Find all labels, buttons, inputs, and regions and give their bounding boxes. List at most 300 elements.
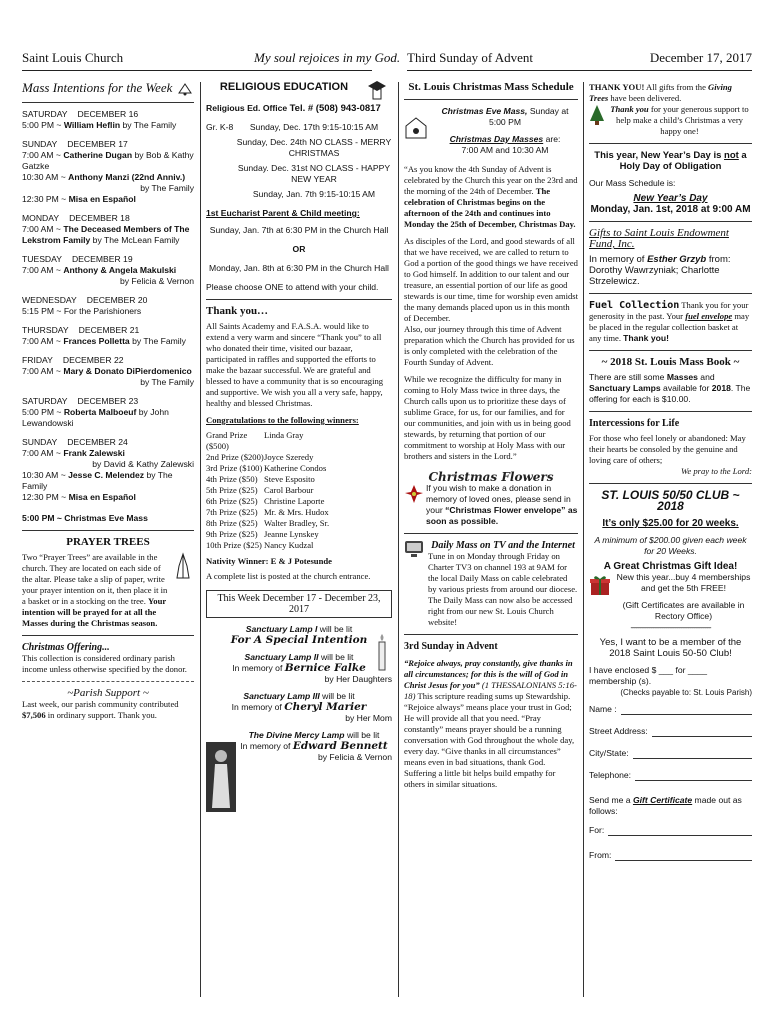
prize-row bbox=[206, 507, 392, 518]
endowment-from: from: bbox=[706, 254, 731, 265]
intentions-list bbox=[22, 109, 194, 503]
intention-day bbox=[22, 355, 194, 388]
thank-you-label: THANK YOU! bbox=[589, 82, 645, 92]
intention-entry bbox=[22, 470, 194, 492]
prize-label: 6th Prize ($25) bbox=[206, 496, 258, 506]
religious-ed-phone: Tel. # (508) 943-0817 bbox=[289, 103, 381, 114]
day-are: are: bbox=[543, 134, 561, 144]
street-label: Street Address: bbox=[589, 726, 648, 736]
intention-day bbox=[22, 139, 194, 205]
day-date: DECEMBER 17 bbox=[67, 139, 128, 150]
parish-support-lead: Last week, our parish community contributed bbox=[22, 699, 179, 710]
scripture-quote: “Rejoice always, pray constantly, give thanks in all circumstances; for this is the will of God in Christ Jesus for you” bbox=[404, 658, 573, 690]
club-gift-section bbox=[589, 572, 752, 622]
lamp-will: will be lit bbox=[318, 652, 354, 662]
prayer-trees-text: Two “Prayer Trees” are available in the church. They are located on each side of the altar. Please take a slip of paper, write your prayer intention on it, then place it in a basket or in a stocking on the tree. bbox=[22, 552, 168, 607]
intention-name: Jesse C. Melendez bbox=[68, 470, 145, 481]
gifts-text-2: have been delivered. bbox=[608, 93, 682, 103]
column-divider bbox=[200, 82, 201, 997]
intention-name: Anthony Manzi (22nd Anniv.) bbox=[68, 172, 186, 183]
mass-book-masses: Masses bbox=[666, 372, 698, 382]
mass-book-and: and bbox=[697, 372, 715, 382]
schedule-para-1: “As you know the 4th Sunday of Advent is celebrated by the Church this year on the 23rd and the morning of the 24th of December. bbox=[404, 164, 578, 196]
third-sunday-text bbox=[404, 658, 578, 790]
intention-entry bbox=[22, 366, 194, 377]
mass-book-year: 2018 bbox=[711, 383, 731, 393]
complete-list-note: A complete list is posted at the church entrance. bbox=[206, 571, 371, 581]
for-line[interactable] bbox=[608, 825, 752, 836]
day-date: DECEMBER 20 bbox=[86, 295, 148, 306]
intention-by: by The Family bbox=[120, 120, 177, 131]
bulletin-date: December 17, 2017 bbox=[649, 50, 752, 65]
new-year-notice bbox=[589, 150, 752, 172]
thank-you-title: Thank you… bbox=[206, 305, 269, 317]
candle-icon bbox=[374, 632, 390, 672]
parish-support-text bbox=[22, 699, 194, 721]
endowment-title: Gifts to Saint Louis Endowment Fund, Inc. bbox=[589, 227, 729, 250]
day-name: TUESDAY bbox=[22, 254, 62, 265]
giving-trees: Giving Trees bbox=[589, 82, 732, 103]
prize-row bbox=[206, 540, 392, 551]
lamp-will: will be lit bbox=[344, 730, 380, 740]
christmas-offering-title: Christmas Offering... bbox=[22, 642, 110, 654]
phone-field[interactable] bbox=[589, 770, 752, 781]
name-line[interactable] bbox=[621, 704, 752, 715]
intention-time: 7:00 AM ~ bbox=[22, 224, 64, 235]
header-rule-left bbox=[22, 70, 372, 71]
praying-hands-icon bbox=[172, 552, 194, 580]
grade-range: Gr. K-8 bbox=[206, 122, 234, 132]
nativity-icon bbox=[404, 116, 428, 140]
prize-label: 5th Prize ($25) bbox=[206, 485, 258, 495]
poinsettia-icon bbox=[404, 483, 424, 505]
schedule-line: Sunday, Jan. 7th 9:15-10:15 AM bbox=[252, 189, 376, 199]
mass-book-text bbox=[589, 372, 752, 405]
fuel-text-2: may be placed in the regular collection basket at any time. bbox=[589, 311, 750, 343]
for-field[interactable] bbox=[589, 825, 752, 836]
intention-name: Roberta Malboeuf bbox=[63, 407, 137, 418]
tv-icon bbox=[404, 540, 424, 558]
winners-title: Congratulations to the following winners: bbox=[206, 415, 359, 425]
church-name: Saint Louis Church bbox=[22, 50, 124, 65]
intention-time: 5:00 PM ~ bbox=[22, 407, 64, 418]
lamp-memory-name: For A Special Intention bbox=[230, 634, 368, 646]
lamp-will: will be lit bbox=[317, 624, 353, 634]
from-label: From: bbox=[589, 850, 612, 860]
day-time: 7:00 AM and 10:30 AM bbox=[461, 145, 549, 155]
intention-entry bbox=[22, 306, 194, 317]
prize-label: 8th Prize ($25) bbox=[206, 518, 258, 528]
endowment-memory: In memory of bbox=[589, 254, 648, 265]
intention-entry bbox=[22, 492, 194, 503]
intention-day-header bbox=[22, 437, 194, 448]
intention-name: Mary & Donato DiPierdomenico bbox=[63, 366, 192, 377]
lamp-memory bbox=[206, 663, 392, 674]
divider bbox=[589, 350, 752, 351]
lamp-prefix: In memory of bbox=[231, 702, 285, 712]
intention-day-header bbox=[22, 396, 194, 407]
divider bbox=[206, 299, 392, 300]
intention-by: by David & Kathy Zalewski bbox=[92, 459, 194, 470]
new-year-line: This year, New Year’s Day is bbox=[594, 150, 725, 161]
intention-by: by The Family bbox=[140, 377, 194, 388]
christmas-eve-mass: 5:00 PM ~ Christmas Eve Mass bbox=[22, 513, 148, 524]
day-name: SATURDAY bbox=[22, 396, 68, 407]
intention-day bbox=[22, 109, 194, 131]
gifts-sub-section bbox=[589, 104, 752, 137]
intention-entry bbox=[22, 172, 194, 183]
daily-mass-tv-text: Tune in on Monday through Friday on Charter TV3 on channel 193 at 9AM for the local Daily Mass on cable celebrated by various priests from around our diocese. The Daily Mass can now also be accessed right from our new St. Louis Church website! bbox=[428, 551, 578, 627]
fuel-envelope: fuel envelope bbox=[685, 311, 733, 321]
schedule-line: Sunday, Dec. 24th NO CLASS - MERRY CHRISTMAS bbox=[236, 137, 392, 158]
divider bbox=[404, 634, 578, 635]
divider bbox=[404, 99, 578, 100]
intention-time: 12:30 PM ~ bbox=[22, 194, 69, 205]
christmas-flowers-title: Christmas Flowers bbox=[428, 470, 554, 484]
christmas-flowers-section bbox=[404, 483, 578, 527]
lamp-title: Sanctuary Lamp III bbox=[243, 691, 320, 701]
parish-support-title: ~Parish Support ~ bbox=[67, 687, 149, 700]
day-name: SATURDAY bbox=[22, 109, 68, 120]
prize-row bbox=[206, 474, 392, 485]
intention-entry bbox=[22, 265, 194, 276]
day-date: DECEMBER 19 bbox=[71, 254, 133, 265]
intention-day bbox=[22, 325, 194, 347]
flowers-envelope: “Christmas Flower envelope” bbox=[445, 505, 566, 515]
prize-row bbox=[206, 430, 392, 452]
thanks-sub-text: for your generous support to help make a child’s Christmas a very happy one! bbox=[616, 104, 749, 136]
prize-winner: Nancy Kudzal bbox=[264, 540, 314, 550]
fuel-collection bbox=[589, 300, 752, 344]
divider bbox=[589, 143, 752, 144]
send-text: Send me a bbox=[589, 795, 633, 805]
intention-name: William Heflin bbox=[63, 120, 121, 131]
mass-book-offering: . The offering for each is $10.00. bbox=[589, 383, 751, 404]
stewardship-text: This scripture reading sums up Stewardship. “Rejoice always” means place your trust in God; He will provide all that you need. “Pray constantly” means prayer should be a running conversation with God throughout the whole day, every day. “Give thanks in all circumstances” means even in bad situations, thank God. Suffering a little bit helps build empathy for others in similar situations. bbox=[404, 691, 575, 789]
intention-name: Misa en Español bbox=[68, 492, 136, 503]
prayer-trees-title: PRAYER TREES bbox=[66, 536, 150, 549]
name-field[interactable] bbox=[589, 704, 752, 715]
day-date: DECEMBER 18 bbox=[69, 213, 130, 224]
intention-entry bbox=[22, 120, 194, 131]
prize-winner: Carol Barbour bbox=[264, 485, 314, 495]
intention-by: by Felicia & Vernon bbox=[119, 276, 194, 287]
club-dashes: ------------------------------------------- bbox=[630, 622, 711, 632]
eve-label: Christmas Eve Mass, bbox=[441, 106, 528, 116]
schedule-para-2: As disciples of the Lord, and good stewards of all that we have received, we are called to return to God a portion of the good things we have received to God himself. In addition to our talent and our treasure, an essential portion of our life as good stewards is our time, time for worship even amidst the many demands placed upon us in this month of December. bbox=[404, 236, 578, 323]
lamp-by: by Her Mom bbox=[345, 713, 392, 723]
schedule-lines bbox=[236, 122, 392, 204]
prize-label: 3rd Prize ($100) bbox=[206, 463, 263, 473]
lamps-section bbox=[206, 624, 392, 763]
day-name: WEDNESDAY bbox=[22, 295, 77, 306]
intention-time: 10:30 AM ~ bbox=[22, 172, 69, 183]
christmas-schedule-column bbox=[404, 82, 578, 790]
third-sunday-title: 3rd Sunday in Advent bbox=[404, 641, 498, 652]
intention-time: 7:00 AM ~ bbox=[22, 150, 64, 161]
intention-name: Anthony & Angela Makulski bbox=[63, 265, 177, 276]
club-enclosed: I have enclosed $ ___ for ____ membership (s). bbox=[589, 665, 708, 686]
day-name: SUNDAY bbox=[22, 139, 58, 150]
bulletin-page bbox=[22, 50, 752, 1000]
thank-you-text: All Saints Academy and F.A.S.A. would like to extend a very warm and sincere “Thank you” to all who donated their time, visited our bazaar, participated in raffles and supported the efforts to make the bazaar successful. We are grateful and blessed to have a community that is so encouraging and supportive. We wish you all a very safe, happy, healthy and blessed Christmas. bbox=[206, 321, 384, 408]
divider bbox=[589, 483, 752, 484]
christmas-schedule-title: St. Louis Christmas Mass Schedule bbox=[408, 81, 574, 93]
prize-winner: Walter Bradley, Sr. bbox=[264, 518, 330, 528]
fuel-title: Fuel Collection bbox=[589, 300, 680, 311]
eve-time: Sunday at 5:00 PM bbox=[488, 106, 569, 127]
intention-day bbox=[22, 213, 194, 246]
schedule-para-1b: The celebration of Christmas begins on the afternoon of the 24th and continues into Monday the 25th of December, Christmas Day. bbox=[404, 186, 576, 229]
club-minimum: A minimum of $200.00 given each week for 20 Weeks. bbox=[594, 535, 747, 556]
religious-ed-title: RELIGIOUS EDUCATION bbox=[219, 81, 349, 93]
day-date: DECEMBER 16 bbox=[77, 109, 139, 120]
intercessions-title: Intercessions for Life bbox=[589, 418, 680, 429]
fuel-text: Thank you for your generosity in the past. Your bbox=[589, 300, 749, 321]
intention-day-header bbox=[22, 109, 194, 120]
club-title: ST. LOUIS 50/50 CLUB ~ 2018 bbox=[601, 488, 740, 513]
lamp-prefix: In memory of bbox=[232, 663, 285, 673]
day-name: SUNDAY bbox=[22, 437, 58, 448]
lamp-prefix: In memory of bbox=[240, 741, 293, 751]
prize-label: 10th Prize ($25) bbox=[206, 540, 262, 550]
thanks-sub: Thank you bbox=[610, 104, 649, 114]
day-name: MONDAY bbox=[22, 213, 60, 224]
intention-name: Misa en Español bbox=[68, 194, 136, 205]
new-years-day: New Year’s Day bbox=[633, 193, 708, 204]
lamp-by: by Her Daughters bbox=[324, 674, 392, 684]
intention-day bbox=[22, 396, 194, 429]
intercessions-text: For those who feel lonely or abandoned: May their hearts be consoled by the genuine and loving care of others; bbox=[589, 433, 746, 465]
christmas-offering-text: This collection is considered ordinary parish income unless otherwise specified by the donor. bbox=[22, 653, 187, 675]
club-certificates: (Gift Certificates are available in Rectory Office) bbox=[622, 600, 745, 621]
mass-intentions-column bbox=[22, 82, 194, 721]
intention-day-header bbox=[22, 355, 194, 366]
prayer-trees-emphasis: Your intention will be prayed for at all the Masses during the Christmas season. bbox=[22, 596, 167, 629]
gift-cert-label: Gift Certificate bbox=[632, 795, 693, 805]
intention-by: For the Parishioners bbox=[63, 306, 142, 317]
prize-label: 2nd Prize ($200) bbox=[206, 452, 264, 462]
intention-name: Frances Polletta bbox=[63, 336, 130, 347]
intention-time: 7:00 AM ~ bbox=[22, 366, 64, 377]
lamps-title: This Week December 17 - December 23, 2017 bbox=[206, 590, 392, 618]
lamp-memory-name: Cheryl Marier bbox=[284, 701, 367, 713]
motto: My soul rejoices in my God. bbox=[254, 50, 401, 65]
endowment-donors: Dorothy Wawrzyniak; Charlotte Strzelewicz. bbox=[589, 265, 720, 287]
mass-book-title: ~ 2018 St. Louis Mass Book ~ bbox=[601, 356, 740, 368]
prize-row bbox=[206, 518, 392, 529]
club-gift-idea: A Great Christmas Gift Idea! bbox=[603, 561, 738, 572]
daily-mass-tv-section bbox=[404, 540, 578, 628]
intention-by: by The Family bbox=[22, 470, 173, 492]
from-line[interactable] bbox=[615, 850, 752, 861]
header-rule-right bbox=[407, 70, 752, 71]
prize-winner: Mr. & Mrs. Hudox bbox=[264, 507, 329, 517]
mass-book-lead: There are still some bbox=[589, 372, 667, 382]
intention-entry bbox=[22, 336, 194, 347]
lamp-memory bbox=[206, 635, 392, 646]
day-date: DECEMBER 21 bbox=[78, 325, 140, 336]
intention-day-header bbox=[22, 254, 194, 265]
column-divider bbox=[583, 82, 584, 997]
schedule-para-4: While we recognize the difficulty for many in coming to Holy Mass twice in three days, the Church calls upon us to prioritize these days of sublime Grace, for us, for our families, and for our communities, and join with us in being good stewards, by returning that portion of our commitment to worship at Holy Mass with our brothers and sisters in the Lord.” bbox=[404, 374, 571, 461]
intention-day bbox=[22, 295, 194, 317]
street-line[interactable] bbox=[652, 726, 752, 737]
intention-time: 7:00 AM ~ bbox=[22, 265, 64, 276]
divider bbox=[589, 411, 752, 412]
lamp-entry bbox=[206, 624, 392, 646]
club-yes: Yes, I want to be a member of the 2018 Saint Louis 50-50 Club! bbox=[599, 637, 742, 659]
intention-by: by John Lewandowski bbox=[22, 407, 169, 429]
intention-by: by The McLean Family bbox=[90, 235, 180, 246]
prize-row bbox=[206, 485, 392, 496]
lamp-will: will be lit bbox=[319, 691, 355, 701]
club-price: It’s only $25.00 for 20 weeks. bbox=[602, 518, 739, 529]
intention-day-header bbox=[22, 213, 194, 224]
prize-winner: Linda Gray bbox=[264, 430, 304, 440]
intention-time: 7:00 AM ~ bbox=[22, 448, 64, 459]
prize-row bbox=[206, 463, 392, 474]
divider bbox=[22, 530, 194, 531]
intention-by: by The Family bbox=[129, 336, 186, 347]
lamp-title: Sanctuary Lamp II bbox=[244, 652, 319, 662]
name-label: Name : bbox=[589, 704, 617, 714]
prize-winner: Katherine Condos bbox=[264, 463, 327, 473]
intention-time: 5:15 PM ~ bbox=[22, 306, 64, 317]
sunday-title: Third Sunday of Advent bbox=[407, 50, 534, 65]
intercessions-response: We pray to the Lord: bbox=[681, 466, 752, 476]
schedule-line: Sunday, Dec. 17th 9:15-10:15 AM bbox=[249, 122, 379, 132]
announcements-column bbox=[589, 82, 752, 861]
prize-row bbox=[206, 529, 392, 540]
mass-book-avail: available for bbox=[660, 383, 712, 393]
new-year-not: not bbox=[724, 150, 739, 161]
club-payable: (Checks payable to: St. Louis Parish) bbox=[620, 688, 752, 697]
prize-winner: Jeanne Lynskey bbox=[264, 529, 319, 539]
prize-label: 9th Prize ($25) bbox=[206, 529, 258, 539]
lamp-title: Sanctuary Lamp I bbox=[245, 624, 318, 634]
divine-mercy-image bbox=[206, 742, 236, 812]
lamp-memory-name: Bernice Falke bbox=[284, 662, 366, 674]
christmas-mass-times bbox=[404, 106, 578, 156]
graduation-cap-icon bbox=[366, 78, 388, 104]
parish-support-amount: $7,506 bbox=[22, 710, 46, 721]
eucharist-option-1: Sunday, Jan. 7th at 6:30 PM in the Church Hall bbox=[209, 225, 389, 235]
nativity-winner: Nativity Winner: E & J Potesunde bbox=[206, 556, 332, 566]
lamp-entry bbox=[206, 691, 392, 724]
eucharist-title: 1st Eucharist Parent & Child meeting: bbox=[206, 208, 360, 218]
endowment-name: Esther Grzyb bbox=[647, 254, 707, 265]
intention-name: Frank Zalewski bbox=[63, 448, 125, 459]
divider bbox=[589, 293, 752, 294]
intention-day-header bbox=[22, 295, 194, 306]
new-year-line-b: a Holy Day of Obligation bbox=[619, 150, 747, 172]
intention-day-header bbox=[22, 325, 194, 336]
choose-note: Please choose ONE to attend with your child. bbox=[206, 282, 379, 292]
intention-by: by The Family bbox=[140, 183, 194, 194]
prize-winner: Steve Esposito bbox=[264, 474, 315, 484]
mass-book-lamps: Sanctuary Lamps bbox=[589, 383, 661, 393]
city-label: City/State: bbox=[589, 748, 629, 758]
gift-cert-request bbox=[589, 795, 752, 817]
daily-mass-tv-title: Daily Mass on TV and the Internet bbox=[431, 540, 575, 551]
intention-entry bbox=[22, 224, 194, 246]
prayer-trees-section bbox=[22, 552, 194, 629]
intention-day bbox=[22, 254, 194, 287]
religious-ed-column bbox=[206, 82, 392, 763]
gifts-text: All gifts from the bbox=[644, 82, 709, 92]
prize-list bbox=[206, 430, 392, 551]
from-field[interactable] bbox=[589, 850, 752, 861]
intention-time: 10:30 AM ~ bbox=[22, 470, 69, 481]
mass-intentions-title: Mass Intentions for the Week bbox=[22, 80, 173, 95]
lamp-memory bbox=[206, 702, 392, 713]
intention-entry bbox=[22, 448, 194, 459]
city-line[interactable] bbox=[633, 748, 752, 759]
eucharist-option-2: Monday, Jan. 8th at 6:30 PM in the Church Hall bbox=[209, 263, 389, 273]
intention-name: Catherine Dugan bbox=[63, 150, 133, 161]
day-date: DECEMBER 24 bbox=[67, 437, 128, 448]
day-date: DECEMBER 23 bbox=[77, 396, 139, 407]
day-name: FRIDAY bbox=[22, 355, 53, 366]
prize-winner: Christine Laporte bbox=[264, 496, 325, 506]
prize-label: 7th Prize ($25) bbox=[206, 507, 258, 517]
intention-entry bbox=[22, 407, 194, 429]
divider bbox=[404, 533, 578, 534]
prize-label: 4th Prize ($50) bbox=[206, 474, 258, 484]
divider bbox=[22, 681, 194, 682]
prize-row bbox=[206, 452, 392, 463]
bell-icon bbox=[176, 82, 194, 96]
schedule-para-3: Also, our journey through this time of Advent preparation which the Church has provided for us is only completed with the celebration of the Fourth Sunday of Advent. bbox=[404, 324, 575, 367]
lamp-by: by Felicia & Vernon bbox=[317, 752, 392, 762]
lamp-title: The Divine Mercy Lamp bbox=[248, 730, 345, 740]
or-label: OR bbox=[292, 244, 306, 254]
lamp-memory-name: Edward Bennett bbox=[292, 740, 388, 752]
divider bbox=[589, 221, 752, 222]
religious-ed-section bbox=[206, 82, 392, 93]
scripture-ref: (1 THESSALONIANS 5:16-18) bbox=[404, 680, 577, 701]
club-new: New this year...buy 4 memberships and get the 5th FREE! bbox=[616, 572, 751, 593]
lamp-entry bbox=[206, 652, 392, 685]
prize-row bbox=[206, 496, 392, 507]
phone-label: Telephone: bbox=[589, 770, 632, 780]
column-divider bbox=[398, 82, 399, 997]
fuel-thanks: Thank you! bbox=[623, 333, 669, 343]
for-label: For: bbox=[589, 825, 605, 835]
day-name: THURSDAY bbox=[22, 325, 69, 336]
day-label: Christmas Day Masses bbox=[449, 134, 544, 144]
giving-trees-thanks bbox=[589, 82, 752, 104]
schedule-line: Sunday. Dec. 31st NO CLASS - HAPPY NEW YEAR bbox=[237, 163, 391, 184]
street-field[interactable] bbox=[589, 726, 752, 737]
intention-entry bbox=[22, 194, 194, 205]
mass-schedule-label: Our Mass Schedule is: bbox=[589, 178, 676, 188]
intention-entry bbox=[22, 150, 194, 172]
intention-time: 5:00 PM ~ bbox=[22, 120, 64, 131]
divider bbox=[22, 102, 194, 103]
gift-box-icon bbox=[589, 574, 611, 596]
mass-intentions-section bbox=[22, 82, 194, 96]
city-field[interactable] bbox=[589, 748, 752, 759]
religious-ed-office: Religious Ed. Office bbox=[206, 103, 290, 113]
intention-name: The Deceased Members of The Lekstrom Family bbox=[22, 224, 190, 246]
prize-label: Grand Prize ($500) bbox=[206, 430, 248, 451]
prize-winner: Joyce Szeredy bbox=[264, 452, 314, 462]
flowers-tail: as soon as possible. bbox=[426, 505, 578, 526]
phone-line[interactable] bbox=[635, 770, 752, 781]
send-text-2: made out as follows: bbox=[589, 795, 742, 816]
